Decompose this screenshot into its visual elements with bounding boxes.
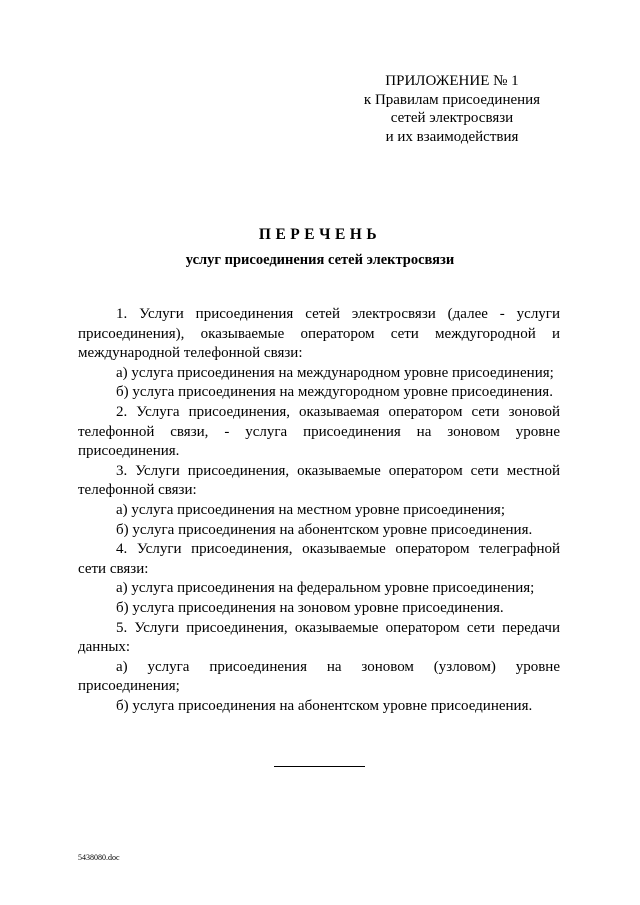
appendix-reference-line-1: к Правилам присоединения <box>363 91 541 108</box>
paragraph: а) услуга присоединения на международном уровне присоединения; <box>116 364 554 381</box>
appendix-reference-line-3: и их взаимодействия <box>385 128 519 145</box>
paragraph: 2. Услуга присоединения, оказываемая оператором сети зоновой телефонной связи, - услуга присоединения на зоновом уровне присоединения. <box>78 403 560 460</box>
paragraph: а) услуга присоединения на местном уровне присоединения; <box>116 501 506 518</box>
document-title: ПЕРЕЧЕНЬ <box>258 226 382 243</box>
document-subtitle: услуг присоединения сетей электросвязи <box>185 252 455 268</box>
paragraph: б) услуга присоединения на зоновом уровне присоединения. <box>116 599 504 616</box>
appendix-header <box>352 72 552 146</box>
paragraph: б) услуга присоединения на абонентском уровне присоединения. <box>116 697 533 714</box>
paragraph: 3. Услуги присоединения, оказываемые оператором сети местной телефонной связи: <box>78 462 560 499</box>
paragraph: б) услуга присоединения на абонентском уровне присоединения. <box>116 521 533 538</box>
appendix-reference-line-2: сетей электросвязи <box>390 110 514 126</box>
paragraph: 4. Услуги присоединения, оказываемые оператором телеграфной сети связи: <box>78 541 560 577</box>
paragraph: 5. Услуги присоединения, оказываемые оператором сети передачи данных: <box>78 619 560 656</box>
document-body <box>78 305 560 716</box>
paragraph: 1. Услуги присоединения сетей электросвязи (далее - услуги присоединения), оказываемые оператором сети междугородной и международной телефонной связи: <box>78 306 560 362</box>
footer-filename: 5438080.doc <box>78 853 120 862</box>
paragraph: а) услуга присоединения на зоновом (узловом) уровне присоединения; <box>78 658 560 695</box>
end-separator-line <box>274 766 365 767</box>
appendix-number: ПРИЛОЖЕНИЕ № 1 <box>385 73 519 89</box>
paragraph: а) услуга присоединения на федеральном уровне присоединения; <box>116 580 535 597</box>
paragraph: б) услуга присоединения на междугородном уровне присоединения. <box>116 384 553 401</box>
